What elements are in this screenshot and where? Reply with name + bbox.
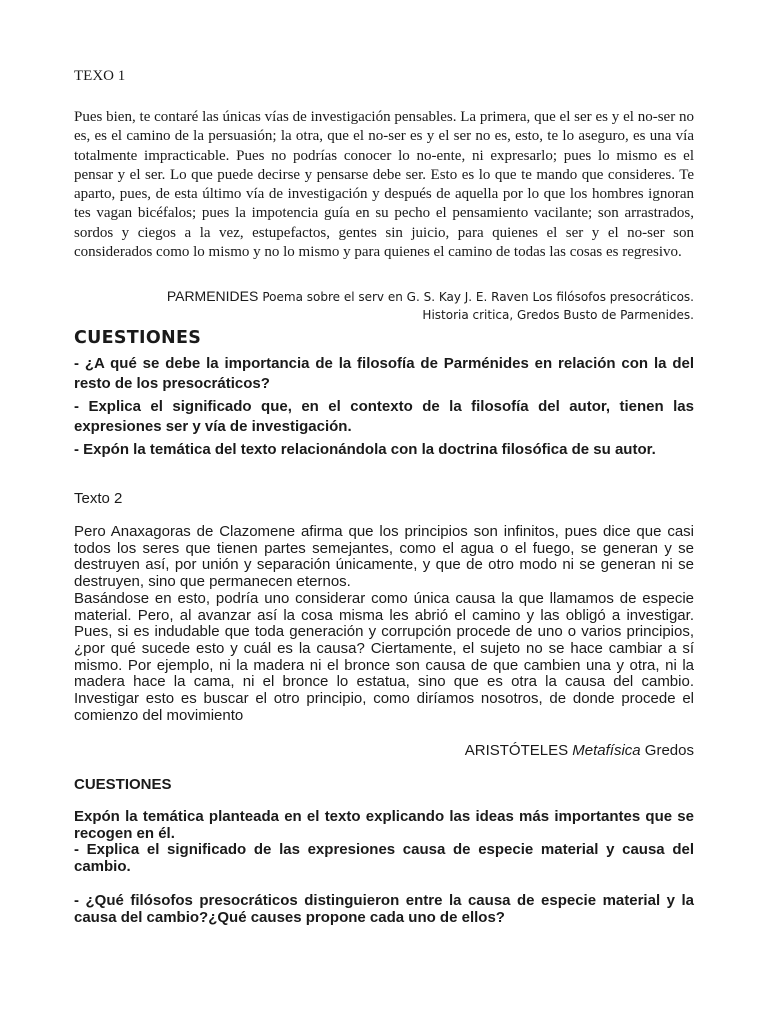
questions1-list [74,354,694,463]
questions1-item: - Expón la temática del texto relacionándola con la doctrina filosófica de su autor. [74,441,656,458]
text1-citation-author: PARMENIDES [166,288,259,304]
questions2-item: Expón la temática planteada en el texto explicando las ideas más importantes que se recogen en él. [74,808,694,842]
text1-body: Pues bien, te contaré las únicas vías de investigación pensables. La primera, que el ser es y el no-ser no es, es el camino de la persuasión; la otra, que el no-ser es y el ser no es, esto, te lo aseguro, es una vía totalmente impracticable. Pues no podrías conocer lo no-ente, ni expresarlo; pues lo mismo es el pensar y el ser. Lo que puede decirse y pensarse debe ser. Esto es lo que te mando que consideres. Te aparto, pues, de esta último vía de investigación y después de aquella por lo que los hombres ignoran tes vagan bicéfalos; pues la impotencia guía en su pecho el pensamiento vacilante; son arrastrados, sordos y ciegos a la vez, estupefactos, gentes sin juicio, para quienes el ser y el no-ser son considerados como lo mismo y no lo mismo y para quienes el camino de todas las cosas es regresivo. [74,109,694,261]
text1-title: TEXO 1 [74,68,126,84]
questions2-item: - Explica el significado de las expresiones causa de especie material y causa del cambio. [74,841,694,876]
questions2-list [74,809,694,926]
text2-citation-work: Metafísica [572,742,641,759]
text2-citation [465,742,694,759]
text2-paragraph: Basándose en esto, podría uno considerar como única causa la que llamamos de especie material. Pero, al avanzar así la cosa misma les abrió el camino y las obligó a investigar. Pues, si es indudable que toda generación y corrupción procede de uno o varios principios, ¿por qué sucede esto y cuál es la causa? Ciertamente, el sujeto no se hace cambiar a sí mismo. Por ejemplo, ni la madera ni el bronce son causa de que cambien una y otra, ni la madera hace la cama, ni el bronce lo estatua, sino que es otra la causa del cambio. Investigar esto es buscar el otro principio, como diríamos nosotros, de donde procede el comienzo del movimiento [74,589,694,724]
questions2-heading: CUESTIONES [74,776,172,793]
text1-citation-source-line1: Poema sobre el serv en G. S. Kay J. E. Raven Los filósofos presocráticos. [262,290,694,304]
questions1-item: - ¿A qué se debe la importancia de la filosofía de Parménides en relación con la del resto de los presocráticos? [74,355,694,392]
text2-citation-author: ARISTÓTELES [464,742,569,759]
text1-citation-source-line2: Historia critica, Gredos Busto de Parmenides. [422,308,694,322]
questions1-heading: CUESTIONES [74,328,202,348]
questions2-item: - ¿Qué filósofos presocráticos distinguieron entre la causa de especie material y la causa del cambio?¿Qué causes propone cada uno de ellos? [74,891,694,926]
text2-citation-publisher: Gredos [644,742,694,759]
text1-citation [74,287,694,324]
text2-title: Texto 2 [74,490,123,507]
text2-paragraph: Pero Anaxagoras de Clazomene afirma que los principios son infinitos, pues dice que casi todos los seres que tienen partes semejantes, como el agua o el fuego, se generan y se destruyen así, por unión y separación únicamente, y que de otro modo ni se generan ni se destruyen, sino que permanecen eternos. [74,523,694,591]
spacer [74,876,694,893]
text2-body [74,524,694,724]
questions1-item: - Explica el significado que, en el contexto de la filosofía del autor, tienen las expresiones ser y vía de investigación. [74,398,694,435]
